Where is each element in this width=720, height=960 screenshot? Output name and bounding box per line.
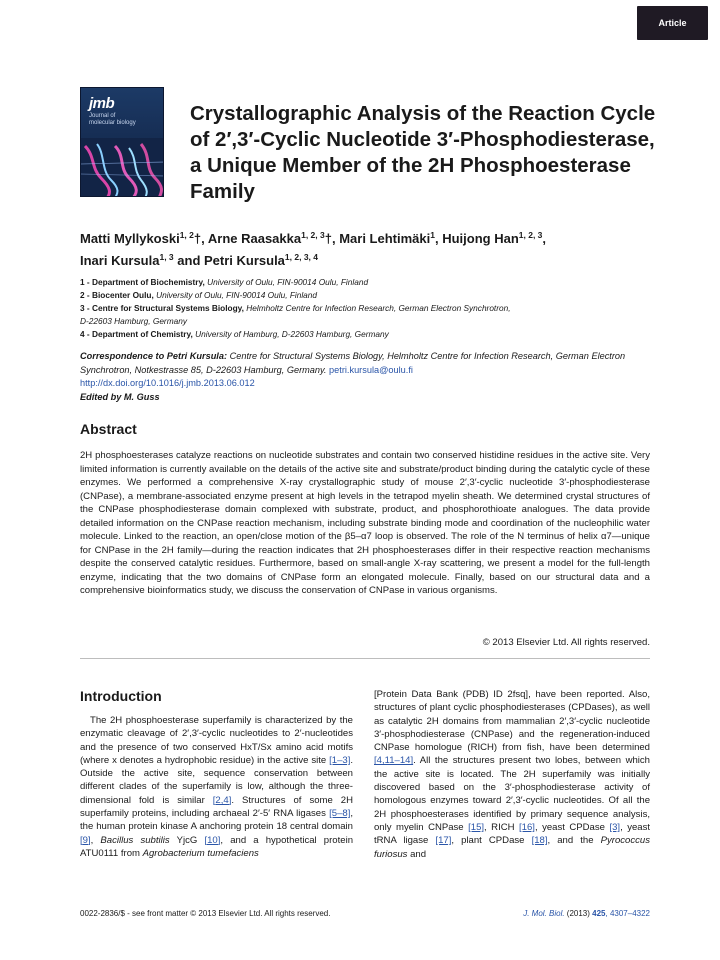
citation-link[interactable]: [5–8] — [329, 808, 351, 820]
affiliation-number: 4 - — [80, 329, 92, 339]
citation-link[interactable]: [4,11–14] — [374, 755, 414, 767]
abstract-heading: Abstract — [80, 421, 137, 437]
abstract-text: 2H phosphoesterases catalyze reactions on nucleotide substrates and contain two conserved histidine residues in the active site. Very limited information is currently available on the details of the active site and substrate/product binding during the catalytic cycle of these enzymes. We performed a comprehensive X-ray crystallographic study of mouse 2′,3′-cyclic nucleotide 3′-phosphodiesterase (CNPase), a membrane-associated enzyme present at high levels in the tetrapod myelin sheath. We determined crystal structures of the CNPase phosphodiesterase domain complexed with substrate, product, and phosphorothioate analogues. The data provide detailed information on the CNPase reaction mechanism, including substrate binding mode and coordination of the nucleophilic water molecule. Linked to the reaction, an open/close motion of the β5–α7 loop is observed. The role of the N terminus of helix α7—unique for CNPase in the 2H family—during the reaction indicates that 2H phosphoesterases differ in their respective reaction mechanisms despite the conserved catalytic residues. Furthermore, based on small-angle X-ray scattering, we present a model for the full-length enzyme, indicating that the two domains of CNPase form an elongated molecule. Finally, based on our structural data and a comprehensive bioinformatics study, we discuss the conservation of CNPase in various organisms. — [80, 450, 650, 597]
affiliation-line — [80, 302, 660, 315]
affiliation-address: University of Oulu, FIN-90014 Oulu, Finland — [153, 290, 318, 300]
author-separator: , — [331, 231, 340, 246]
affiliation-address: University of Hamburg, D-22603 Hamburg, Germany — [192, 329, 389, 339]
citation-link[interactable]: [3] — [609, 821, 621, 833]
author-separator: and — [173, 253, 204, 268]
author-separator: , — [434, 231, 443, 246]
journal-cover-image — [80, 87, 164, 197]
article-title: Crystallographic Analysis of the Reaction Cycle of 2′,3′-Cyclic Nucleotide 3′-Phosphodiesterase, a Unique Member of the 2H Phosphoesterase Family — [190, 102, 656, 203]
affiliation-department: Biocenter Oulu, — [92, 290, 154, 300]
footer-journal: J. Mol. Biol. — [523, 909, 565, 918]
affiliation-department: Department of Chemistry, — [92, 329, 193, 339]
species-name: Bacillus subtilis — [100, 834, 170, 846]
citation-link[interactable]: [9] — [80, 834, 91, 846]
affiliation-department: Centre for Structural Systems Biology, — [92, 303, 244, 313]
correspondence-address: Centre for Structural Systems Biology, Helmholtz Centre for Infection Research, German Electron Synchrotron, Notkestrasse 85, D-22603 Hamburg, Germany. — [80, 351, 626, 375]
author-separator: , — [542, 231, 547, 246]
body-text: , plant CPDase — [451, 835, 532, 847]
author-name: Matti Myllykoski — [80, 231, 180, 246]
citation-link[interactable]: [17] — [435, 835, 452, 847]
affiliation-line — [80, 289, 660, 302]
affiliations — [80, 276, 660, 341]
article-type-badge: Article — [637, 6, 708, 40]
author-affiliation-sup: 1, 3 — [159, 252, 174, 262]
correspondence-email-link[interactable]: petri.kursula@oulu.fi — [329, 364, 413, 375]
author-affiliation-sup: 1, 2, 3 — [301, 230, 325, 240]
cover-subtitle: Journal of molecular biology — [89, 113, 136, 126]
citation-link[interactable]: [15] — [468, 821, 485, 833]
affiliation-address: University of Oulu, FIN-90014 Oulu, Finland — [204, 277, 369, 287]
species-name: Agrobacterium tumefaciens — [142, 847, 259, 859]
doi-link[interactable]: http://dx.doi.org/10.1016/j.jmb.2013.06.012 — [80, 378, 255, 388]
body-text: YjcG — [169, 834, 205, 846]
body-text: . All the structures present two lobes, between which the active site is located. The 2H superfamily was initially discovered based on the 3′-phosphodiesterase activity of homologous enzymes toward 2′,3′-cyclic nucleotides. Of all the 2H phosphoesterases identified by primary sequence analysis, only myelin CNPase — [374, 755, 650, 833]
affiliation-number: 3 - — [80, 303, 92, 313]
cover-logo: jmb — [89, 95, 115, 112]
copyright-notice: © 2013 Elsevier Ltd. All rights reserved. — [482, 637, 650, 648]
affiliation-number: 1 - — [80, 277, 92, 287]
equal-contribution-mark: † — [193, 231, 202, 246]
body-text: , yeast CPDase — [534, 821, 610, 833]
author-name: Mari Lehtimäki — [339, 231, 431, 246]
section-divider — [80, 658, 650, 659]
author-name: Petri Kursula — [204, 253, 285, 268]
citation-link[interactable]: [16] — [519, 821, 535, 833]
citation-link[interactable]: [1–3] — [329, 754, 351, 766]
footer-volume: 425 — [592, 909, 606, 918]
author-name: Arne Raasakka — [207, 231, 302, 246]
author-affiliation-sup: 1, 2 — [179, 230, 194, 240]
edited-by: Edited by M. Guss — [80, 391, 160, 402]
citation-link[interactable]: [2,4] — [212, 794, 232, 806]
author-name: Inari Kursula — [80, 253, 160, 268]
introduction-column-left — [80, 714, 353, 860]
affiliation-number: 2 - — [80, 290, 92, 300]
body-text: , yeast tRNA ligase — [374, 821, 651, 847]
body-text: , — [90, 834, 101, 846]
affiliation-line — [80, 328, 660, 341]
affiliation-department: Department of Biochemistry, — [92, 277, 205, 287]
footer-pages: , 4307–4322 — [605, 909, 650, 918]
footer-front-matter: 0022-2836/$ - see front matter © 2013 Elsevier Ltd. All rights reserved. — [80, 909, 331, 918]
author-list — [80, 226, 660, 270]
body-text: , the human protein kinase A anchoring protein 18 central domain — [80, 808, 353, 833]
body-text: . Outside the active site, sequence conservation between different clades of the superfamily is low, although the three-dimensional fold is similar — [80, 754, 353, 806]
correspondence-block — [80, 350, 660, 404]
correspondence-label: Correspondence to Petri Kursula: — [80, 351, 228, 361]
body-text: , RICH — [484, 821, 520, 833]
affiliation-line — [80, 315, 660, 328]
introduction-column-right — [374, 688, 650, 861]
species-name: Pyrococcus furiosus — [374, 835, 650, 860]
affiliation-address: Helmholtz Centre for Infection Research, German Electron Synchrotron, — [244, 303, 511, 313]
body-text: , and a hypothetical protein ATU0111 from — [80, 834, 354, 859]
footer-citation — [480, 909, 650, 918]
author-name: Huijong Han — [442, 231, 519, 246]
body-text: . Structures of some 2H superfamily proteins, including archaeal 2′-5′ RNA ligases — [80, 794, 353, 820]
author-affiliation-sup: 1, 2, 3, 4 — [284, 252, 319, 262]
body-text: and — [407, 848, 427, 860]
author-affiliation-sup: 1 — [430, 230, 435, 240]
body-text: The 2H phosphoesterase superfamily is characterized by the enzymatic cleavage of 2′,3′-cyclic nucleotides to 2′-nucleotides and the presence of two conserved HxT/Sx amino acid motifs (where x denotes a hydrophobic residue) in the active site — [80, 715, 353, 766]
affiliation-line — [80, 276, 660, 289]
citation-link[interactable]: [18] — [531, 835, 548, 847]
citation-link[interactable]: [10] — [204, 834, 221, 846]
introduction-heading: Introduction — [80, 688, 162, 704]
body-text: , and the — [547, 835, 601, 847]
author-affiliation-sup: 1, 2, 3 — [518, 230, 543, 240]
cover-artwork — [81, 138, 164, 197]
affiliation-address: D-22603 Hamburg, Germany — [80, 316, 187, 326]
footer-year: (2013) — [564, 909, 593, 918]
body-text: [Protein Data Bank (PDB) ID 2fsq], have been reported. Also, structures of plant cyclic phosphodiesterases (CPDases), as well as catalytic 2H domains from mammalian 2′,3′-cyclic nucleotide 3′-phosphodiesterase (CNPase) and the regeneration-induced CNPase homologue (RICH) from fish, have been determined — [374, 689, 650, 754]
author-separator: , — [201, 231, 208, 246]
equal-contribution-mark: † — [324, 231, 332, 246]
